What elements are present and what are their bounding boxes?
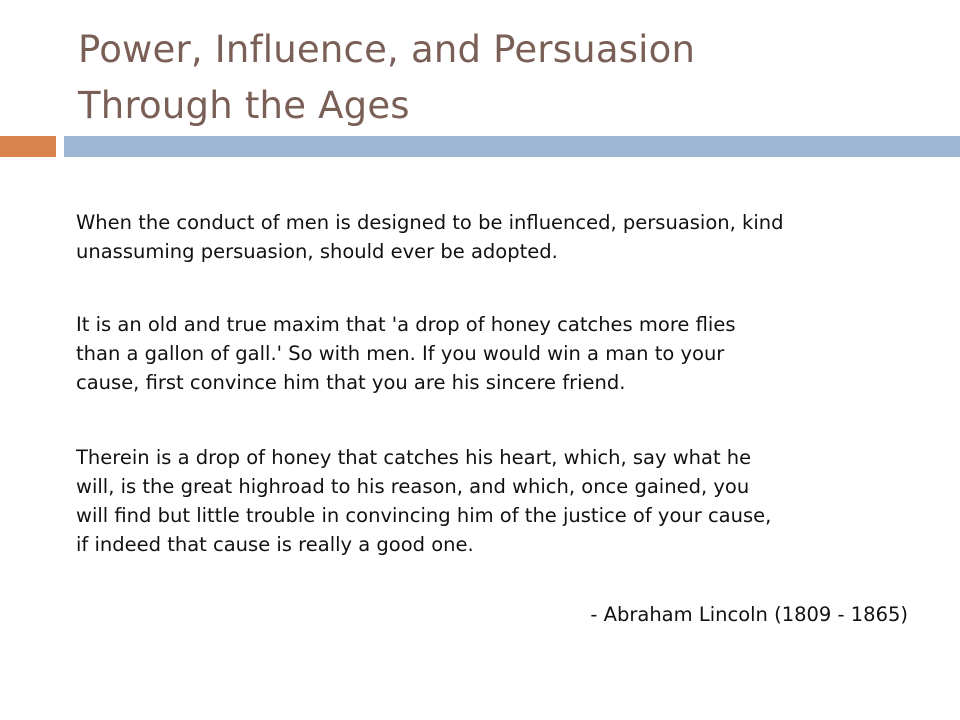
slide-title-line-1: Power, Influence, and Persuasion — [78, 28, 696, 71]
accent-bar-orange — [0, 136, 56, 157]
quote-line: When the conduct of men is designed to be influenced, persuasion, kind — [76, 211, 784, 234]
quote-paragraph-2 — [76, 310, 936, 397]
quote-line: It is an old and true maxim that 'a drop of honey catches more flies — [76, 313, 736, 336]
accent-bar-blue — [64, 136, 960, 157]
quote-line: cause, first convince him that you are his sincere friend. — [76, 371, 626, 394]
quote-paragraph-1 — [76, 208, 936, 266]
slide-title — [78, 22, 938, 134]
quote-paragraph-3 — [76, 443, 936, 559]
quote-line: will find but little trouble in convincing him of the justice of your cause, — [76, 504, 772, 527]
quote-line: unassuming persuasion, should ever be adopted. — [76, 240, 558, 263]
slide-title-line-2: Through the Ages — [78, 84, 410, 127]
quote-line: Therein is a drop of honey that catches his heart, which, say what he — [76, 446, 752, 469]
quote-line: if indeed that cause is really a good one. — [76, 533, 474, 556]
quote-line: than a gallon of gall.' So with men. If you would win a man to your — [76, 342, 725, 365]
quote-line: will, is the great highroad to his reason, and which, once gained, you — [76, 475, 750, 498]
quote-attribution: - Abraham Lincoln (1809 - 1865) — [590, 603, 908, 626]
